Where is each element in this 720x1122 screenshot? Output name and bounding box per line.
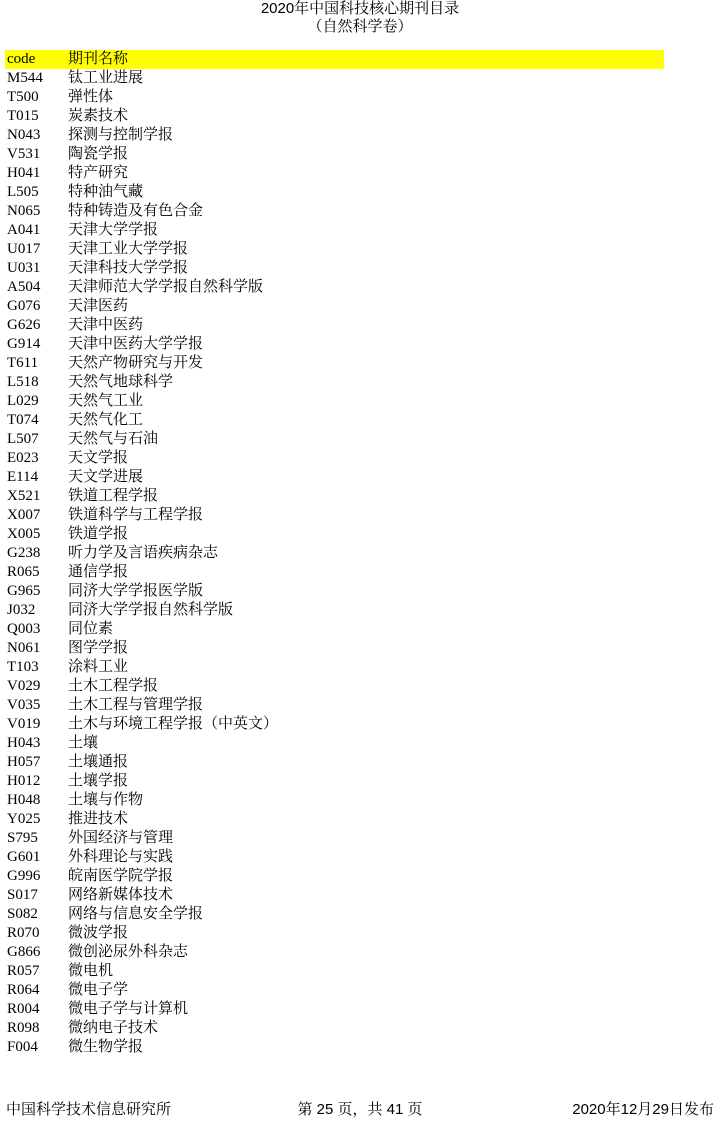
- journal-name: 陶瓷学报: [68, 146, 129, 162]
- journal-code: N065: [7, 203, 41, 219]
- table-row: [5, 1000, 664, 1019]
- table-row: [5, 962, 664, 981]
- journal-code: H012: [7, 773, 41, 789]
- journal-name: 土壤学报: [68, 773, 129, 789]
- table-row: [5, 563, 664, 582]
- journal-name: 弹性体: [68, 89, 114, 105]
- table-row: [5, 582, 664, 601]
- table-row: [5, 753, 664, 772]
- table-header: [5, 50, 664, 69]
- journal-name: 土木工程学报: [68, 678, 159, 694]
- table-row: [5, 1038, 664, 1057]
- journal-code: A041: [7, 222, 41, 238]
- table-row: [5, 487, 664, 506]
- document-title: 2020年中国科技核心期刊目录: [260, 0, 460, 17]
- journal-name: 皖南医学院学报: [68, 868, 174, 884]
- journal-name: 探测与控制学报: [68, 127, 174, 143]
- journal-code: L505: [7, 184, 39, 200]
- journal-code: U017: [7, 241, 41, 257]
- header-name: 期刊名称: [68, 51, 129, 67]
- journal-code: X005: [7, 526, 41, 542]
- table-row: [5, 392, 664, 411]
- table-row: [5, 164, 664, 183]
- table-row: [5, 981, 664, 1000]
- table-row: [5, 88, 664, 107]
- journal-name: 天津工业大学学报: [68, 241, 189, 257]
- journal-name: 天文学进展: [68, 469, 144, 485]
- journal-name: 天然气地球科学: [68, 374, 174, 390]
- table-row: [5, 924, 664, 943]
- journal-code: N043: [7, 127, 41, 143]
- journal-name: 土壤与作物: [68, 792, 144, 808]
- journal-code: G601: [7, 849, 41, 865]
- table-row: [5, 867, 664, 886]
- journal-name: 天文学报: [68, 450, 129, 466]
- journal-name: 微创泌尿外科杂志: [68, 944, 189, 960]
- journal-code: G965: [7, 583, 41, 599]
- journal-name: 天津师范大学学报自然科学版: [68, 279, 264, 295]
- journal-name: 涂料工业: [68, 659, 129, 675]
- table-row: [5, 829, 664, 848]
- table-row: [5, 1019, 664, 1038]
- journal-name: 同位素: [68, 621, 114, 637]
- journal-code: G076: [7, 298, 41, 314]
- table-row: [5, 373, 664, 392]
- journal-name: 天津大学学报: [68, 222, 159, 238]
- journal-code: T015: [7, 108, 39, 124]
- table-row: [5, 848, 664, 867]
- table-row: [5, 202, 664, 221]
- journal-code: J032: [7, 602, 36, 618]
- journal-code: L507: [7, 431, 39, 447]
- journal-code: X007: [7, 507, 41, 523]
- table-row: [5, 734, 664, 753]
- table-row: [5, 544, 664, 563]
- journal-code: H041: [7, 165, 41, 181]
- journal-name: 铁道学报: [68, 526, 129, 542]
- journal-code: T500: [7, 89, 39, 105]
- footer-page-number: 第 25 页，共 41 页: [297, 1101, 423, 1118]
- journal-name: 天津科技大学学报: [68, 260, 189, 276]
- journal-code: F004: [7, 1039, 38, 1055]
- journal-code: G866: [7, 944, 41, 960]
- journal-name: 特种铸造及有色合金: [68, 203, 204, 219]
- table-row: [5, 601, 664, 620]
- table-row: [5, 506, 664, 525]
- journal-name: 炭素技术: [68, 108, 129, 124]
- journal-name: 微波学报: [68, 925, 129, 941]
- footer-organization: 中国科学技术信息研究所: [6, 1101, 172, 1118]
- journal-name: 网络新媒体技术: [68, 887, 174, 903]
- journal-name: 微电机: [68, 963, 114, 979]
- table-row: [5, 335, 664, 354]
- table-row: [5, 278, 664, 297]
- table-row: [5, 525, 664, 544]
- table-row: [5, 183, 664, 202]
- journal-code: R064: [7, 982, 40, 998]
- journal-name: 同济大学学报医学版: [68, 583, 204, 599]
- journal-code: Y025: [7, 811, 41, 827]
- journal-code: G626: [7, 317, 41, 333]
- journal-code: E023: [7, 450, 39, 466]
- journal-name: 铁道工程学报: [68, 488, 159, 504]
- table-row: [5, 221, 664, 240]
- journal-code: V531: [7, 146, 41, 162]
- table-body: [5, 69, 664, 1057]
- journal-name: 特产研究: [68, 165, 129, 181]
- journal-code: R070: [7, 925, 40, 941]
- journal-code: S017: [7, 887, 38, 903]
- table-row: [5, 259, 664, 278]
- table-row: [5, 126, 664, 145]
- journal-code: H048: [7, 792, 41, 808]
- journal-code: A504: [7, 279, 41, 295]
- journal-name: 微电子学与计算机: [68, 1001, 189, 1017]
- table-row: [5, 772, 664, 791]
- table-row: [5, 107, 664, 126]
- journal-code: T611: [7, 355, 39, 371]
- table-row: [5, 69, 664, 88]
- table-row: [5, 677, 664, 696]
- table-row: [5, 658, 664, 677]
- journal-name: 听力学及言语疾病杂志: [68, 545, 219, 561]
- journal-name: 土壤: [68, 735, 99, 751]
- document-subtitle: （自然科学卷）: [307, 18, 413, 35]
- footer-publish-date: 2020年12月29日发布: [572, 1101, 714, 1118]
- journal-code: G238: [7, 545, 41, 561]
- journal-name: 外国经济与管理: [68, 830, 174, 846]
- journal-name: 微纳电子技术: [68, 1020, 159, 1036]
- table-row: [5, 430, 664, 449]
- journal-code: V019: [7, 716, 41, 732]
- table-row: [5, 449, 664, 468]
- journal-code: T074: [7, 412, 39, 428]
- journal-code: Q003: [7, 621, 41, 637]
- table-row: [5, 810, 664, 829]
- journal-code: G914: [7, 336, 41, 352]
- table-row: [5, 297, 664, 316]
- journal-name: 同济大学学报自然科学版: [68, 602, 234, 618]
- journal-code: S795: [7, 830, 38, 846]
- journal-name: 微生物学报: [68, 1039, 144, 1055]
- journal-table: [5, 50, 664, 1057]
- table-row: [5, 639, 664, 658]
- journal-name: 天津中医药: [68, 317, 144, 333]
- journal-name: 天津医药: [68, 298, 129, 314]
- journal-code: H043: [7, 735, 41, 751]
- table-row: [5, 715, 664, 734]
- journal-name: 天然气化工: [68, 412, 144, 428]
- journal-name: 钛工业进展: [68, 70, 144, 86]
- table-row: [5, 468, 664, 487]
- table-row: [5, 240, 664, 259]
- journal-code: T103: [7, 659, 39, 675]
- table-row: [5, 411, 664, 430]
- journal-code: N061: [7, 640, 41, 656]
- journal-code: L518: [7, 374, 39, 390]
- table-row: [5, 791, 664, 810]
- journal-code: S082: [7, 906, 38, 922]
- journal-name: 网络与信息安全学报: [68, 906, 204, 922]
- journal-name: 图学学报: [68, 640, 129, 656]
- journal-code: G996: [7, 868, 41, 884]
- journal-code: H057: [7, 754, 41, 770]
- table-row: [5, 354, 664, 373]
- journal-name: 铁道科学与工程学报: [68, 507, 204, 523]
- journal-name: 天然气与石油: [68, 431, 159, 447]
- table-row: [5, 696, 664, 715]
- journal-code: V029: [7, 678, 41, 694]
- journal-name: 微电子学: [68, 982, 129, 998]
- table-row: [5, 145, 664, 164]
- journal-code: R098: [7, 1020, 40, 1036]
- journal-code: R057: [7, 963, 40, 979]
- journal-name: 通信学报: [68, 564, 129, 580]
- journal-name: 特种油气藏: [68, 184, 144, 200]
- journal-code: R004: [7, 1001, 40, 1017]
- table-row: [5, 316, 664, 335]
- journal-name: 外科理论与实践: [68, 849, 174, 865]
- journal-code: V035: [7, 697, 41, 713]
- journal-code: E114: [7, 469, 39, 485]
- journal-name: 土木工程与管理学报: [68, 697, 204, 713]
- table-row: [5, 620, 664, 639]
- journal-code: L029: [7, 393, 39, 409]
- journal-name: 土木与环境工程学报（中英文）: [68, 716, 279, 732]
- journal-name: 天然产物研究与开发: [68, 355, 204, 371]
- header-code: code: [7, 51, 36, 67]
- journal-code: X521: [7, 488, 41, 504]
- journal-code: U031: [7, 260, 41, 276]
- table-row: [5, 886, 664, 905]
- table-row: [5, 905, 664, 924]
- journal-code: M544: [7, 70, 43, 86]
- journal-name: 天然气工业: [68, 393, 144, 409]
- journal-code: R065: [7, 564, 40, 580]
- table-row: [5, 943, 664, 962]
- journal-name: 推进技术: [68, 811, 129, 827]
- journal-name: 土壤通报: [68, 754, 129, 770]
- journal-name: 天津中医药大学学报: [68, 336, 204, 352]
